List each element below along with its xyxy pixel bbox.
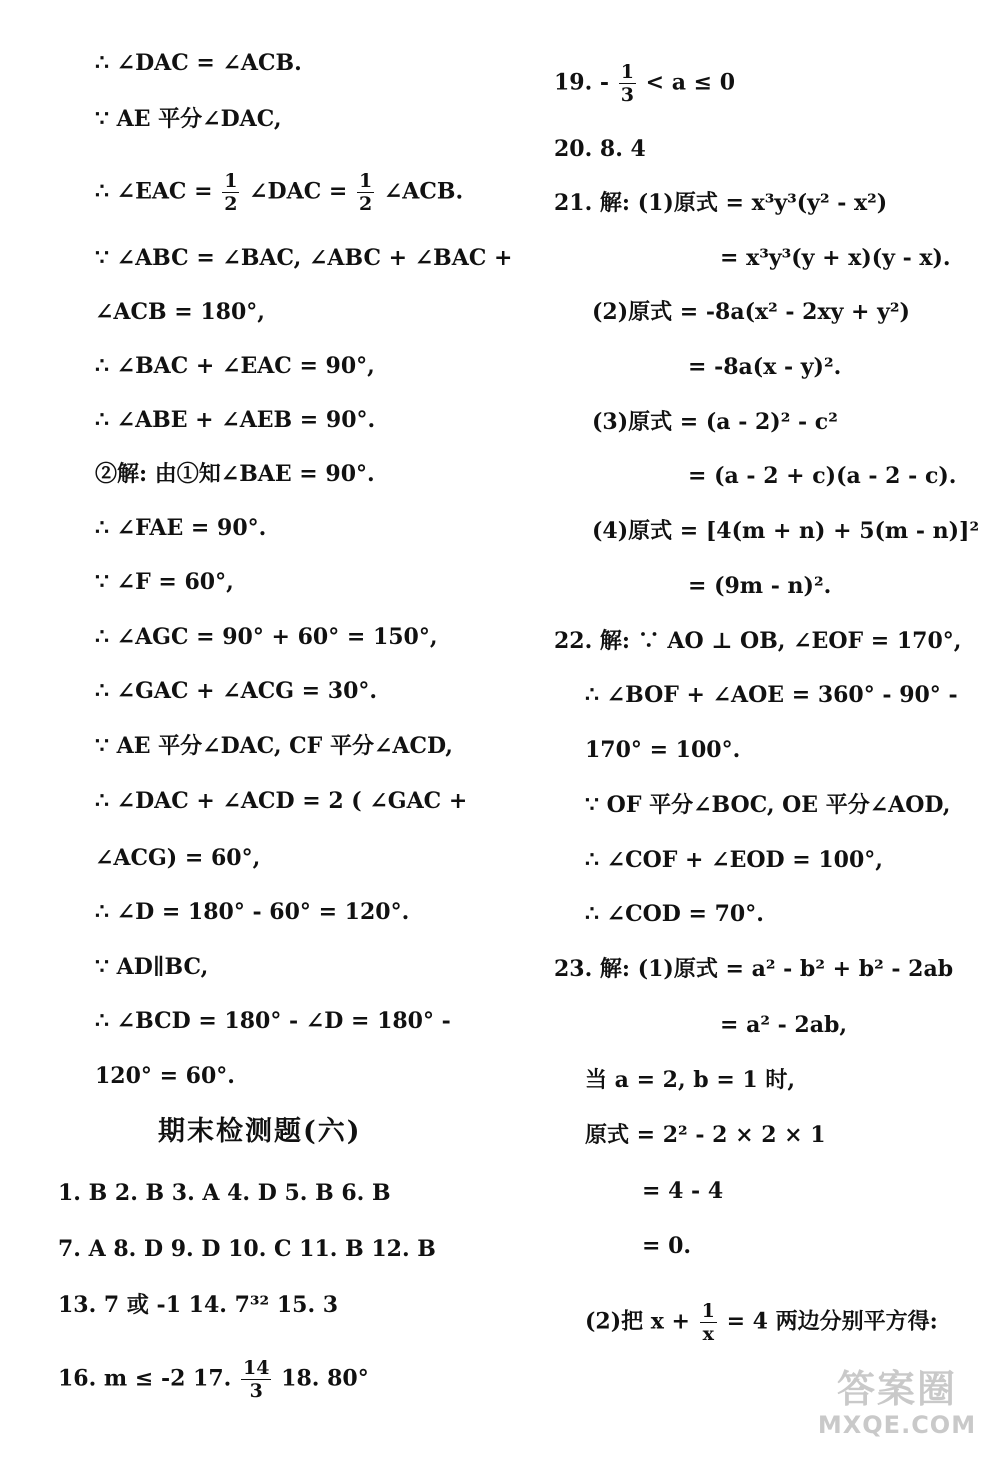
solution-line: = 0.	[642, 1233, 692, 1259]
line-text: (2)把 x +	[585, 1308, 690, 1335]
solution-line: (4)原式 = [4(m + n) + 5(m - n)]²	[592, 518, 980, 544]
solution-line: 22. 解: ∵ AO ⊥ OB, ∠EOF = 170°,	[554, 628, 962, 654]
answer-key-row: 13. 7 或 -1 14. 7³² 15. 3	[58, 1292, 339, 1318]
fraction	[357, 170, 374, 215]
solution-line: = x³y³(y + x)(y - x).	[720, 245, 951, 271]
answer-key-row: 1. B 2. B 3. A 4. D 5. B 6. B	[58, 1180, 391, 1206]
solution-line: ∴ ∠AGC = 90° + 60° = 150°,	[95, 624, 438, 650]
fraction-denominator: 2	[224, 193, 238, 215]
solution-line: 23. 解: (1)原式 = a² - b² + b² - 2ab	[554, 956, 954, 982]
solution-line: ∴ ∠BAC + ∠EAC = 90°,	[95, 353, 375, 379]
answer-key-row: 7. A 8. D 9. D 10. C 11. B 12. B	[58, 1236, 436, 1262]
solution-line: (3)原式 = (a - 2)² - c²	[592, 409, 838, 435]
fraction-numerator: 1	[358, 170, 373, 192]
solution-line: ∴ ∠DAC = ∠ACB.	[95, 50, 302, 76]
line-text: 18. 80°	[281, 1365, 369, 1392]
solution-line: 170° = 100°.	[585, 737, 741, 763]
line-text: 19. -	[554, 69, 610, 96]
fraction-denominator: 3	[620, 84, 634, 106]
solution-line: = 4 - 4	[642, 1178, 724, 1204]
solution-line: ∵ AD∥BC,	[95, 954, 209, 980]
solution-line: (2)原式 = -8a(x² - 2xy + y²)	[592, 299, 910, 325]
solution-line: 原式 = 2² - 2 × 2 × 1	[585, 1122, 826, 1148]
line-text: 16. m ≤ -2 17.	[58, 1365, 232, 1392]
solution-line: = (9m - n)².	[688, 573, 832, 599]
watermark-mark: 答案圈	[836, 1367, 957, 1411]
answer-key-row-with-fraction	[58, 1357, 369, 1402]
solution-line: ∵ OF 平分∠BOC, OE 平分∠AOD,	[585, 792, 951, 818]
solution-line: = -8a(x - y)².	[688, 354, 842, 380]
fraction-denominator: 2	[358, 193, 373, 215]
solution-line-with-fraction	[585, 1300, 938, 1345]
answer-line-with-fraction	[554, 61, 735, 106]
fraction-denominator: 3	[249, 1380, 263, 1402]
solution-line: 当 a = 2, b = 1 时,	[585, 1067, 796, 1093]
section-heading: 期末检测题(六)	[158, 1116, 362, 1147]
fraction	[700, 1300, 717, 1345]
solution-line: ∵ AE 平分∠DAC, CF 平分∠ACD,	[95, 733, 453, 759]
solution-line: ∠ACG) = 60°,	[95, 845, 261, 871]
solution-line: ∵ ∠F = 60°,	[95, 569, 234, 595]
fraction	[241, 1357, 271, 1402]
solution-line: 20. 8. 4	[554, 136, 646, 162]
fraction-numerator: 1	[701, 1300, 715, 1322]
line-text: ∠ACB.	[383, 178, 464, 205]
fraction-numerator: 14	[243, 1357, 270, 1379]
solution-line: ∴ ∠BOF + ∠AOE = 360° - 90° -	[585, 682, 958, 708]
watermark-site: MXQE.COM	[817, 1411, 977, 1439]
solution-line-with-fraction	[95, 170, 463, 215]
solution-line: ∠ACB = 180°,	[95, 299, 265, 325]
fraction-numerator: 1	[224, 170, 238, 192]
line-text: < a ≤ 0	[645, 69, 736, 96]
solution-line: ∴ ∠COD = 70°.	[585, 901, 764, 927]
fraction	[222, 170, 239, 215]
solution-line: = a² - 2ab,	[720, 1012, 848, 1038]
solution-line: 120° = 60°.	[95, 1063, 235, 1089]
fraction	[619, 61, 636, 106]
solution-line: ∴ ∠COF + ∠EOD = 100°,	[585, 847, 883, 873]
solution-line: ∵ AE 平分∠DAC,	[95, 106, 282, 132]
fraction-denominator: x	[702, 1323, 714, 1345]
solution-line: ∴ ∠BCD = 180° - ∠D = 180° -	[95, 1008, 451, 1034]
watermark-logo	[812, 1367, 982, 1447]
fraction-numerator: 1	[620, 61, 634, 83]
line-text: ∠DAC =	[249, 178, 348, 205]
line-text: ∴ ∠EAC =	[95, 178, 213, 205]
solution-line: ∴ ∠DAC + ∠ACD = 2 ( ∠GAC +	[95, 788, 468, 814]
solution-line: 21. 解: (1)原式 = x³y³(y² - x²)	[554, 190, 888, 216]
solution-line: = (a - 2 + c)(a - 2 - c).	[688, 463, 957, 489]
solution-line: ∴ ∠GAC + ∠ACG = 30°.	[95, 678, 378, 704]
solution-line: ∵ ∠ABC = ∠BAC, ∠ABC + ∠BAC +	[95, 245, 513, 271]
line-text: = 4 两边分别平方得:	[726, 1308, 938, 1335]
solution-line: ∴ ∠FAE = 90°.	[95, 515, 267, 541]
solution-line: ∴ ∠D = 180° - 60° = 120°.	[95, 899, 410, 925]
solution-line: ∴ ∠ABE + ∠AEB = 90°.	[95, 407, 376, 433]
solution-line: ②解: 由①知∠BAE = 90°.	[95, 461, 375, 487]
